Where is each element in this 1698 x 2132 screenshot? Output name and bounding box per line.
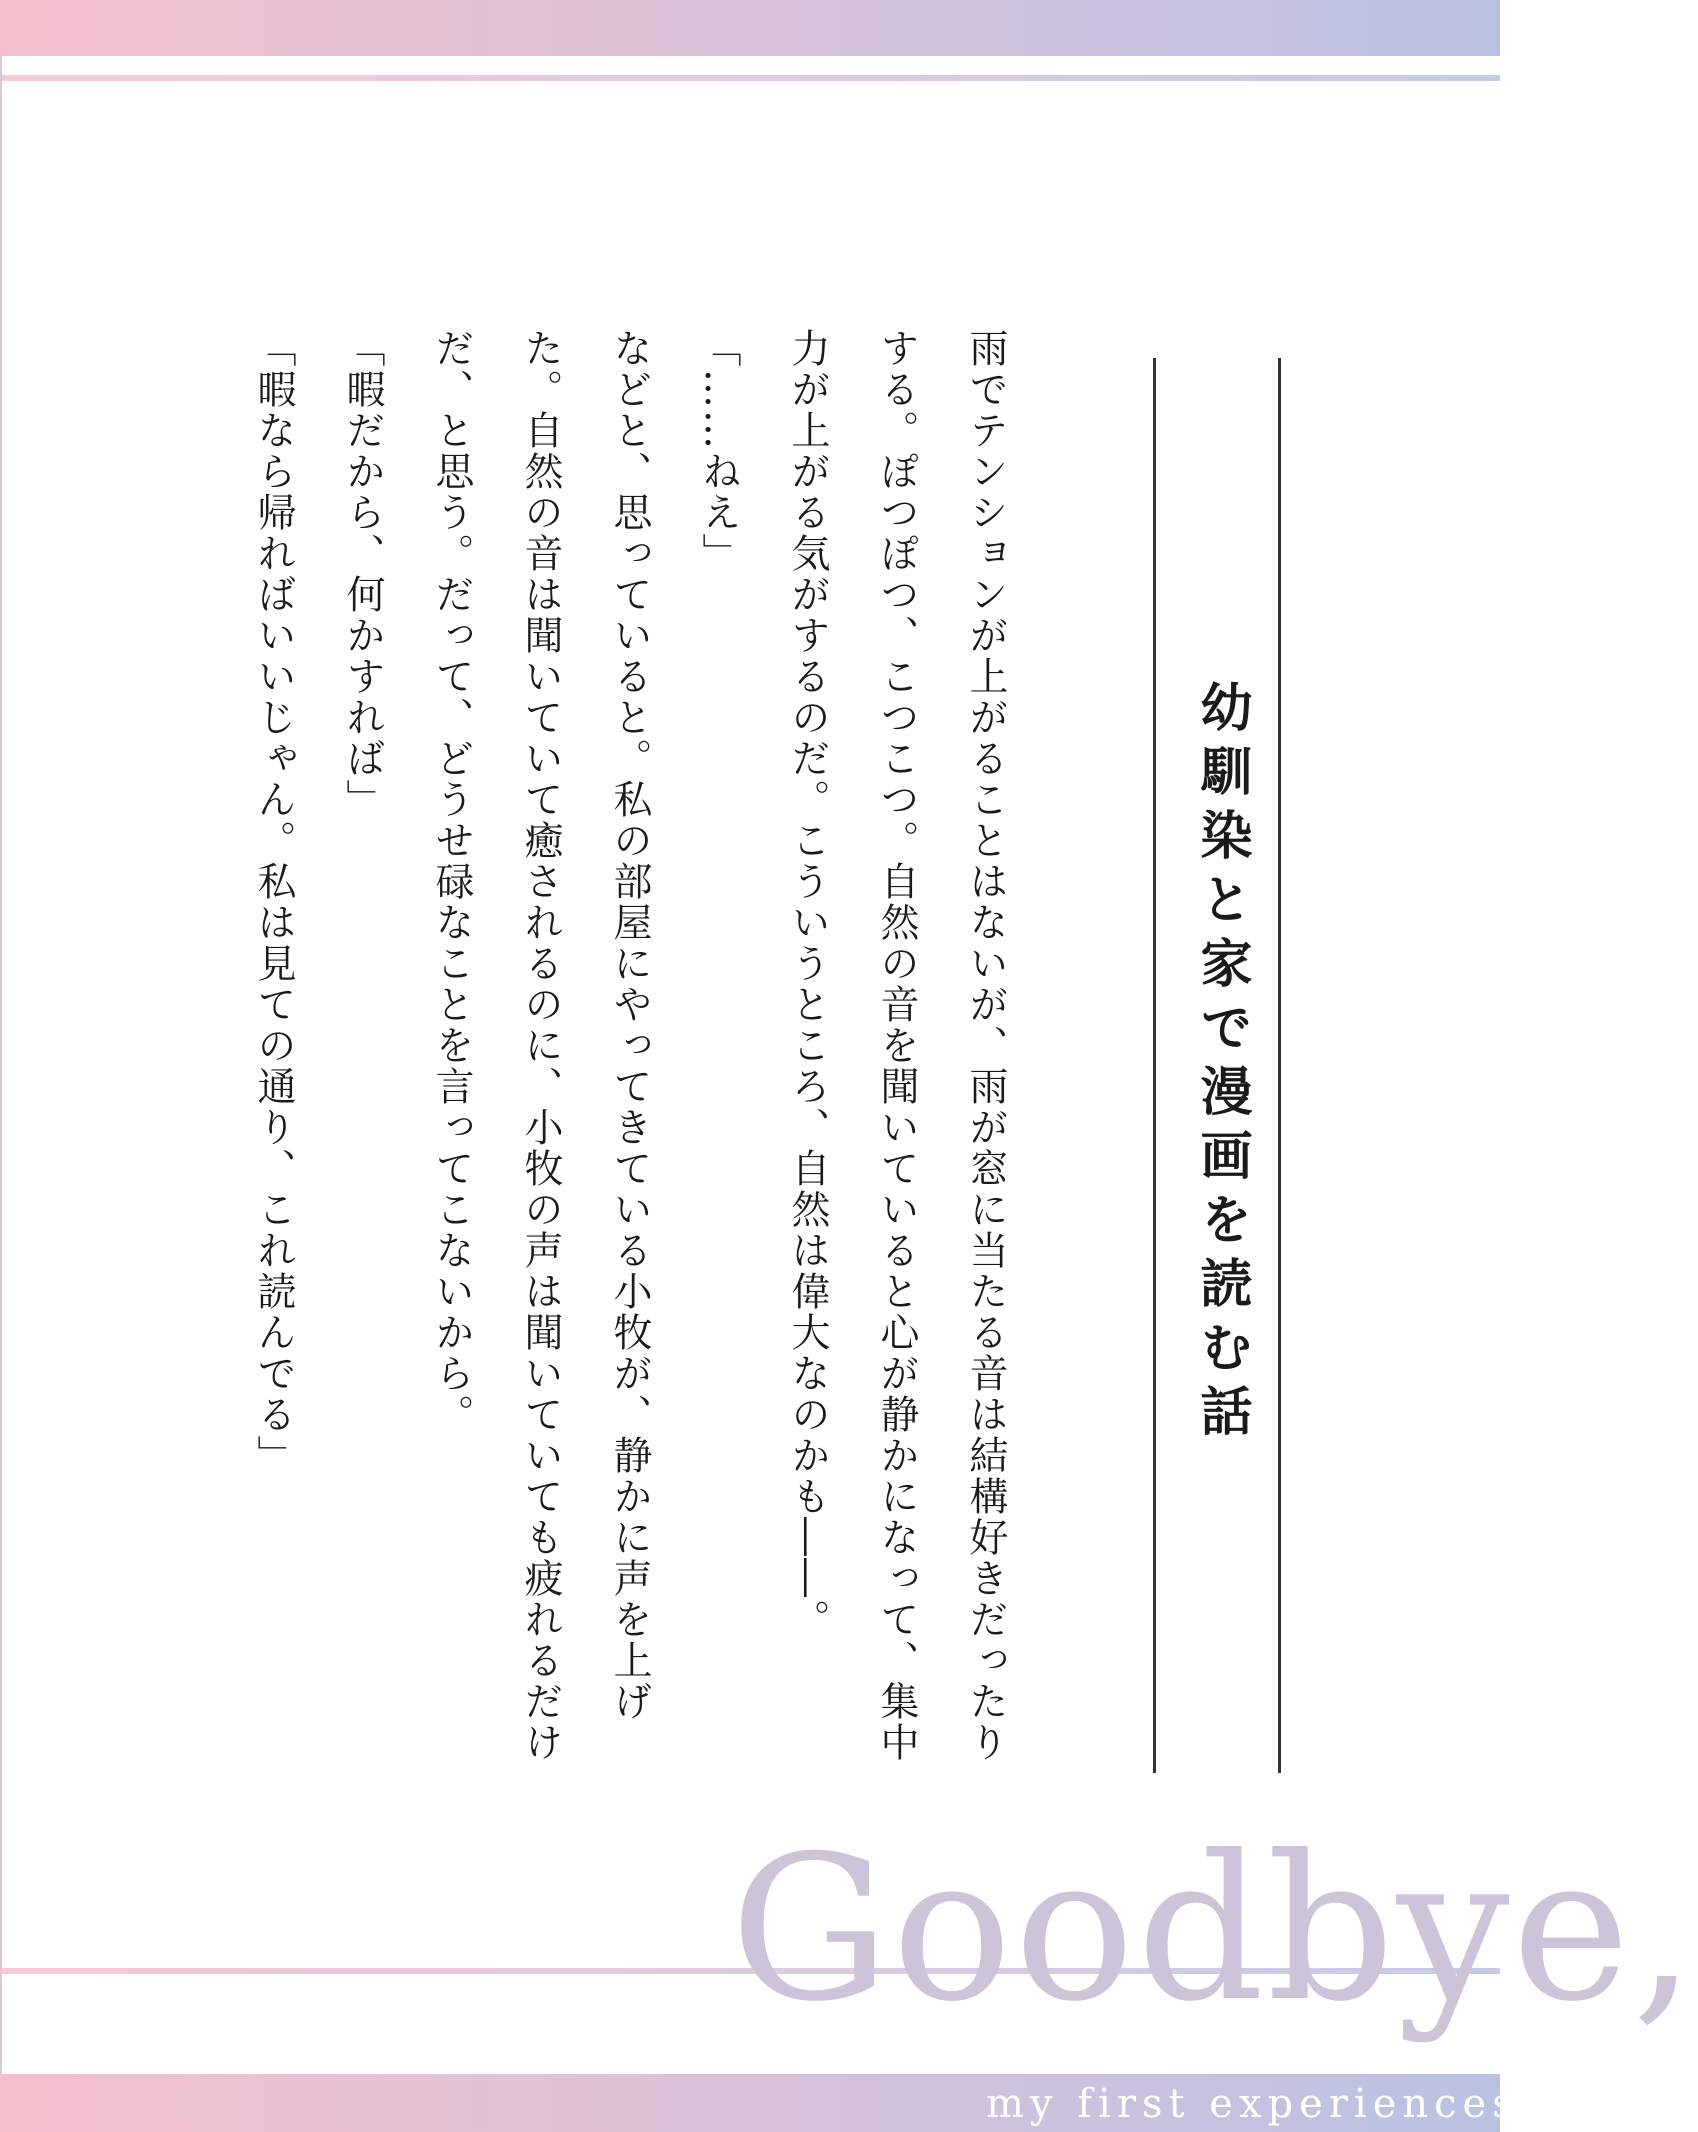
paragraph: などと、思っていると。私の部屋にやってきている小牧が、静かに声を上げた。自然の音は聞いていて癒されるのに、小牧の声は聞いていても疲れるだけだ、と思う。だって、どうせ碌なことを言ってこないから。 (429, 328, 652, 1763)
paragraph: 「暇なら帰ればいいじゃん。私は見ての通り、これ読んでる」 (251, 328, 296, 1476)
body-text (229, 328, 1030, 1778)
title-rule-right (1278, 358, 1281, 1773)
watermark-subtitle: my first experiences. (986, 2081, 1538, 2127)
paragraph: 雨でテンションが上がることはないが、雨が窓に当たる音は結構好きだったりする。ぽつぽつ、こつこつ。自然の音を聞いていると心が静かになって、集中力が上がる気がするのだ。こういうところ、自然は偉大なのかも――。 (785, 328, 1008, 1763)
chapter-title: 幼馴染と家で漫画を読む話 (1191, 680, 1251, 1448)
paragraph: 「……ねえ」 (696, 328, 741, 574)
top-gradient-line (0, 75, 1500, 81)
left-edge-line (0, 56, 2, 2074)
top-gradient-band (0, 0, 1500, 56)
title-rule-left (1153, 358, 1156, 1773)
watermark-title: Goodbye, (730, 1813, 1698, 2046)
paragraph: 「暇だから、何かすれば」 (340, 328, 385, 820)
